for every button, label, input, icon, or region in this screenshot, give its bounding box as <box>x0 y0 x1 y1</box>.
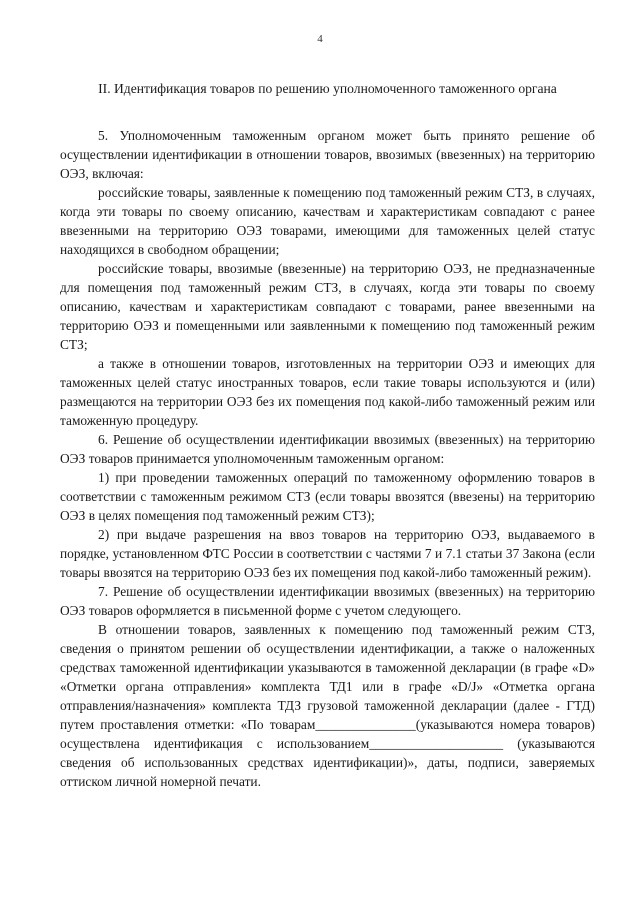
page-number: 4 <box>317 33 323 45</box>
section-heading: II. Идентификация товаров по решению уполномоченного таможенного органа <box>98 81 557 96</box>
paragraph-foreign-status-goods: а также в отношении товаров, изготовленных на территории ОЭЗ и имеющих для таможенных целей статус иностранных товаров, если такие товары используются и (или) размещаются на территории ОЭЗ без их помещения под какой-либо таможенный режим или таможенную процедуру. <box>60 356 595 428</box>
paragraph-6-intro: 6. Решение об осуществлении идентификации ввозимых (ввезенных) на территорию ОЭЗ товаров принимается уполномоченным таможенным органом: <box>60 432 595 466</box>
paragraph-5-intro: 5. Уполномоченным таможенным органом может быть принято решение об осуществлении идентификации в отношении товаров, ввозимых (ввезенных) на территорию ОЭЗ, включая: <box>60 128 595 181</box>
paragraph-7-intro: 7. Решение об осуществлении идентификации ввозимых (ввезенных) на территорию ОЭЗ товаров оформляется в письменной форме с учетом следующего. <box>60 584 595 618</box>
paragraph-7-declaration: В отношении товаров, заявленных к помещению под таможенный режим СТЗ, сведения о принятом решении об осуществлении идентификации, а также о наложенных средствах таможенной идентификации указываются в таможенной декларации (в графе «D» «Отметки органа отправления» комплекта ТД1 или в графе «D/J» «Отметка органа отправления/назначения» комплекта ТДЗ грузовой таможенной декларации (далее - ГТД) путем проставления отметки: «По товарам_______________(указываются номера товаров) осуществлена идентификация с использованием____________________ (указываются сведения об использованных средствах идентификации)», даты, подписи, заверяемых оттиском личной номерной печати. <box>60 622 595 789</box>
paragraph-6-item-2: 2) при выдаче разрешения на ввоз товаров на территорию ОЭЗ, выдаваемого в порядке, установленном ФТС России в соответствии с частями 7 и 7.1 статьи 37 Закона (если товары ввозятся на территорию ОЭЗ без их помещения под какой-либо таможенный режим). <box>60 527 595 580</box>
body-text <box>60 126 595 791</box>
paragraph-russian-goods-stz: российские товары, заявленные к помещению под таможенный режим СТЗ, в случаях, когда эти товары по своему описанию, качествам и характеристикам совпадают с ранее ввезенными на территорию ОЭЗ товарами, имеющими для таможенных целей статус находящихся в свободном обращении; <box>60 185 595 257</box>
paragraph-russian-goods-not-stz: российские товары, ввозимые (ввезенные) на территорию ОЭЗ, не предназначенные для помещения под таможенный режим СТЗ, в случаях, когда эти товары по своему описанию, качествам и характеристикам совпадают с товарами, ранее ввезенными на территорию ОЭЗ и помещенными или заявленными к помещению под таможенный режим СТЗ; <box>60 261 595 352</box>
paragraph-6-item-1: 1) при проведении таможенных операций по таможенному оформлению товаров в соответствии с таможенным режимом СТЗ (если товары ввозятся (ввезены) на территорию ОЭЗ в целях помещения под таможенный режим СТЗ); <box>60 470 595 523</box>
